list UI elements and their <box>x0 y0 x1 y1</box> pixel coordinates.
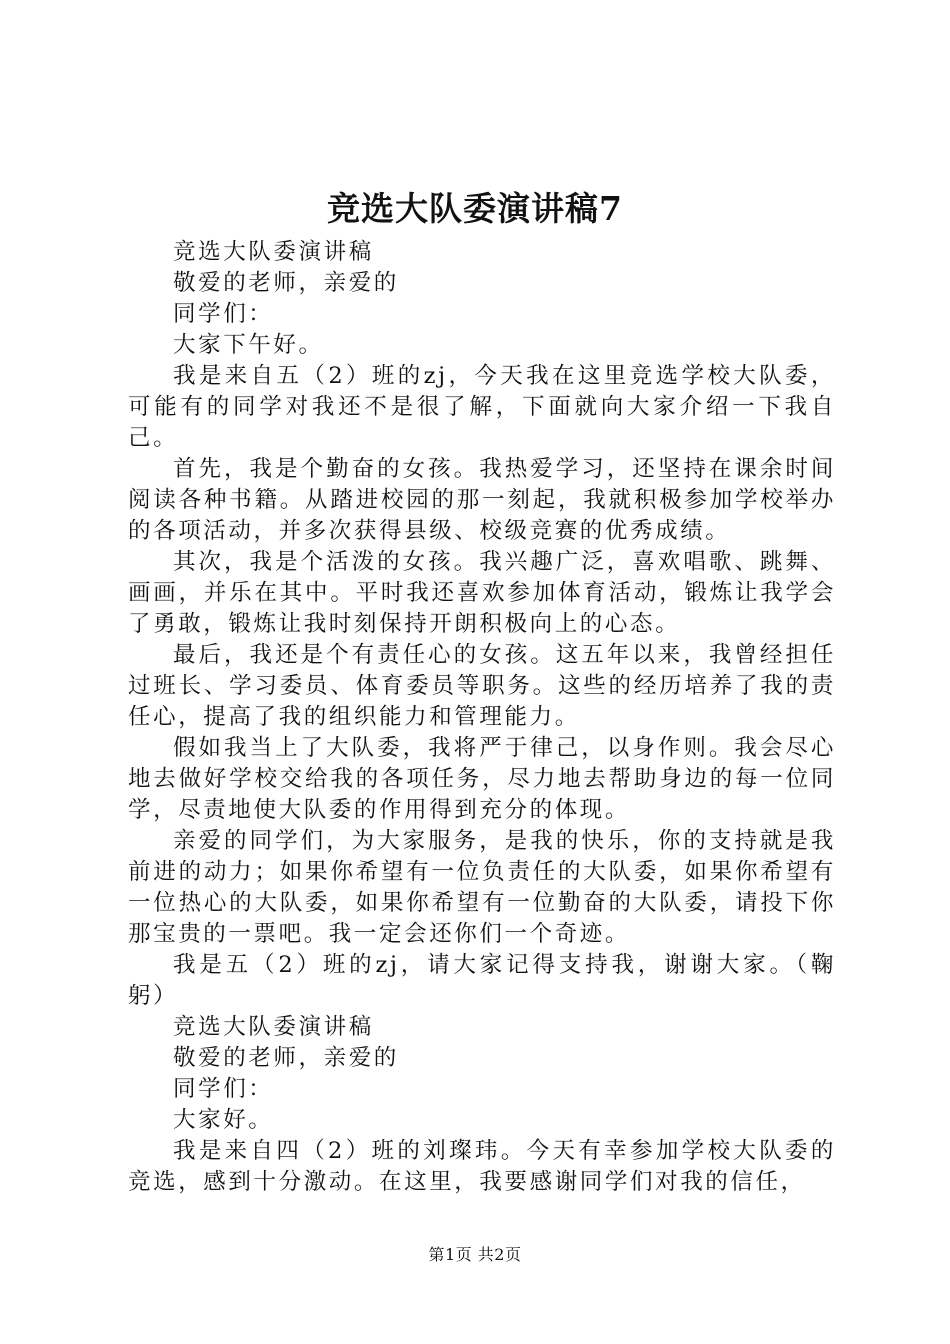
paragraph: 竞选大队委演讲稿 <box>173 1014 374 1040</box>
paragraph: 我是来自四（2）班的刘璨玮。今天有幸参加学校大队委的竞选，感到十分激动。在这里，我要感谢同学们对我的信任， <box>128 1138 836 1195</box>
paragraph: 大家下午好。 <box>173 332 324 358</box>
paragraph: 敬爱的老师，亲爱的 <box>173 270 399 296</box>
paragraph: 其次，我是个活泼的女孩。我兴趣广泛，喜欢唱歌、跳舞、画画，并乐在其中。平时我还喜欢参加体育活动，锻炼让我学会了勇敢，锻炼让我时刻保持开朗积极向上的心态。 <box>128 549 836 637</box>
paragraph: 大家好。 <box>173 1107 274 1133</box>
paragraph: 敬爱的老师，亲爱的 <box>173 1045 399 1071</box>
document-title: 竞选大队委演讲稿7 <box>327 189 623 228</box>
paragraph: 我是来自五（2）班的zj，今天我在这里竞选学校大队委，可能有的同学对我还不是很了解，下面就向大家介绍一下我自己。 <box>128 363 836 451</box>
document-body <box>128 237 836 1198</box>
paragraph: 亲爱的同学们，为大家服务，是我的快乐，你的支持就是我前进的动力；如果你希望有一位负责任的大队委，如果你希望有一位热心的大队委，如果你希望有一位勤奋的大队委，请投下你那宝贵的一票吧。我一定会还你们一个奇迹。 <box>128 828 836 947</box>
paragraph: 竞选大队委演讲稿 <box>173 239 374 265</box>
paragraph: 同学们： <box>173 301 274 327</box>
paragraph: 最后，我还是个有责任心的女孩。这五年以来，我曾经担任过班长、学习委员、体育委员等职务。这些的经历培养了我的责任心，提高了我的组织能力和管理能力。 <box>128 642 836 730</box>
page-footer: 第1页 共2页 <box>428 1245 522 1264</box>
paragraph: 我是五（2）班的zj，请大家记得支持我，谢谢大家。（鞠躬） <box>128 952 836 1009</box>
paragraph: 同学们： <box>173 1076 274 1102</box>
paragraph: 假如我当上了大队委，我将严于律己，以身作则。我会尽心地去做好学校交给我的各项任务，尽力地去帮助身边的每一位同学，尽责地使大队委的作用得到充分的体现。 <box>128 735 836 823</box>
paragraph: 首先，我是个勤奋的女孩。我热爱学习，还坚持在课余时间阅读各种书籍。从踏进校园的那一刻起，我就积极参加学校举办的各项活动，并多次获得县级、校级竞赛的优秀成绩。 <box>128 456 836 544</box>
